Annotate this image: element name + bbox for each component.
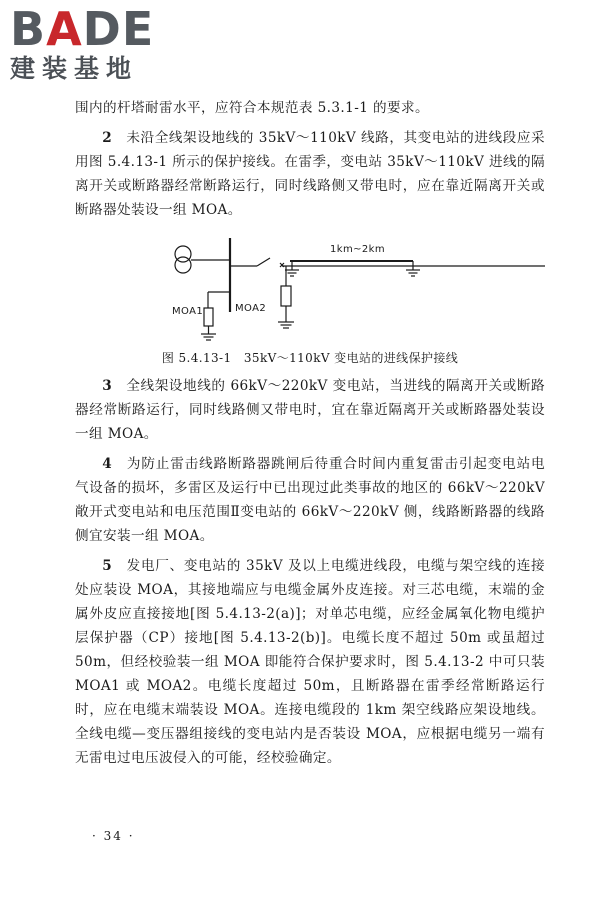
logo-letter-a: A [46,2,83,56]
moa2-label: MOA2 [235,303,267,314]
clause-number: 5 [102,558,113,574]
logo-letter-b: B [10,2,47,56]
protection-wiring-diagram [75,230,545,346]
clause-5 [75,554,545,770]
clause-number: 2 [102,130,113,146]
moa1-label: MOA1 [172,306,204,317]
logo-subtitle: 建装基地 [10,54,139,83]
figure-caption: 图 5.4.13-1 35kV～110kV 变电站的进线保护接线 [161,351,459,365]
document-body [75,96,545,770]
clause-text: 为防止雷击线路断路器跳闸后待重合时间内重复雷击引起变电站电气设备的损坏，多雷区及运行中已出现过此类事故的地区的 66kV～220kV 敞开式变电站和电压范围Ⅱ变电站的 66kV～220kV 侧，线路断路器的线路侧宜安装一组 MOA。 [75,456,545,544]
clause-number: 4 [102,456,113,472]
page-number: · 34 · [92,829,135,843]
continuation-text: 围内的杆塔耐雷水平，应符合本规范表 5.3.1-1 的要求。 [75,100,429,116]
wiring-diagram-svg [75,230,545,346]
logo-letters-rest: DE [82,2,155,56]
clause-number: 3 [102,378,113,394]
span-length-label: 1km~2km [330,244,385,255]
clause-text: 全线架设地线的 66kV～220kV 变电站，当进线的隔离开关或断路器经常断路运行，同时线路侧又带电时，宜在靠近隔离开关或断路器处装设一组 MOA。 [75,378,545,442]
logo-wordmark [10,2,155,56]
moa1-arrester [204,308,213,326]
moa2-arrester [281,286,291,306]
clause-2 [75,126,545,222]
clause-3 [75,374,545,446]
clause-4 [75,452,545,548]
switch-blade [257,258,270,266]
logo [10,2,155,84]
clause-text: 发电厂、变电站的 35kV 及以上电缆进线段，电缆与架空线的连接处应装设 MOA，其接地端应与电缆金属外皮连接。对三芯电缆，末端的金属外皮应直接接地[图 5.4.13-2(a)]；对单芯电缆，应经金属氧化物电缆护层保护器（CP）接地[图 5.4.13-2(b)]。电缆长度不超过 50m 或虽超过 50m，但经校验装一组 MOA 即能符合保护要求时，图 5.4.13-2 中可只装 MOA1 或 MOA2。电缆长度超过 50m，且断路器在雷季经常断路运行时，应在电缆末端装设 MOA。连接电缆段的 1km 架空线路应架设地线。全线电缆—变压器组接线的变电站内是否装设 MOA，应根据电缆另一端有无雷电过电压波侵入的可能，经校验确定。 [75,558,546,766]
clause-text: 未沿全线架设地线的 35kV～110kV 线路，其变电站的进线段应采用图 5.4.13-1 所示的保护接线。在雷季，变电站 35kV～110kV 进线的隔离开关或断路器经常断路运行，同时线路侧又带电时，应在靠近隔离开关或断路器处装设一组 MOA。 [75,130,545,218]
transformer-winding-lower [175,257,191,273]
